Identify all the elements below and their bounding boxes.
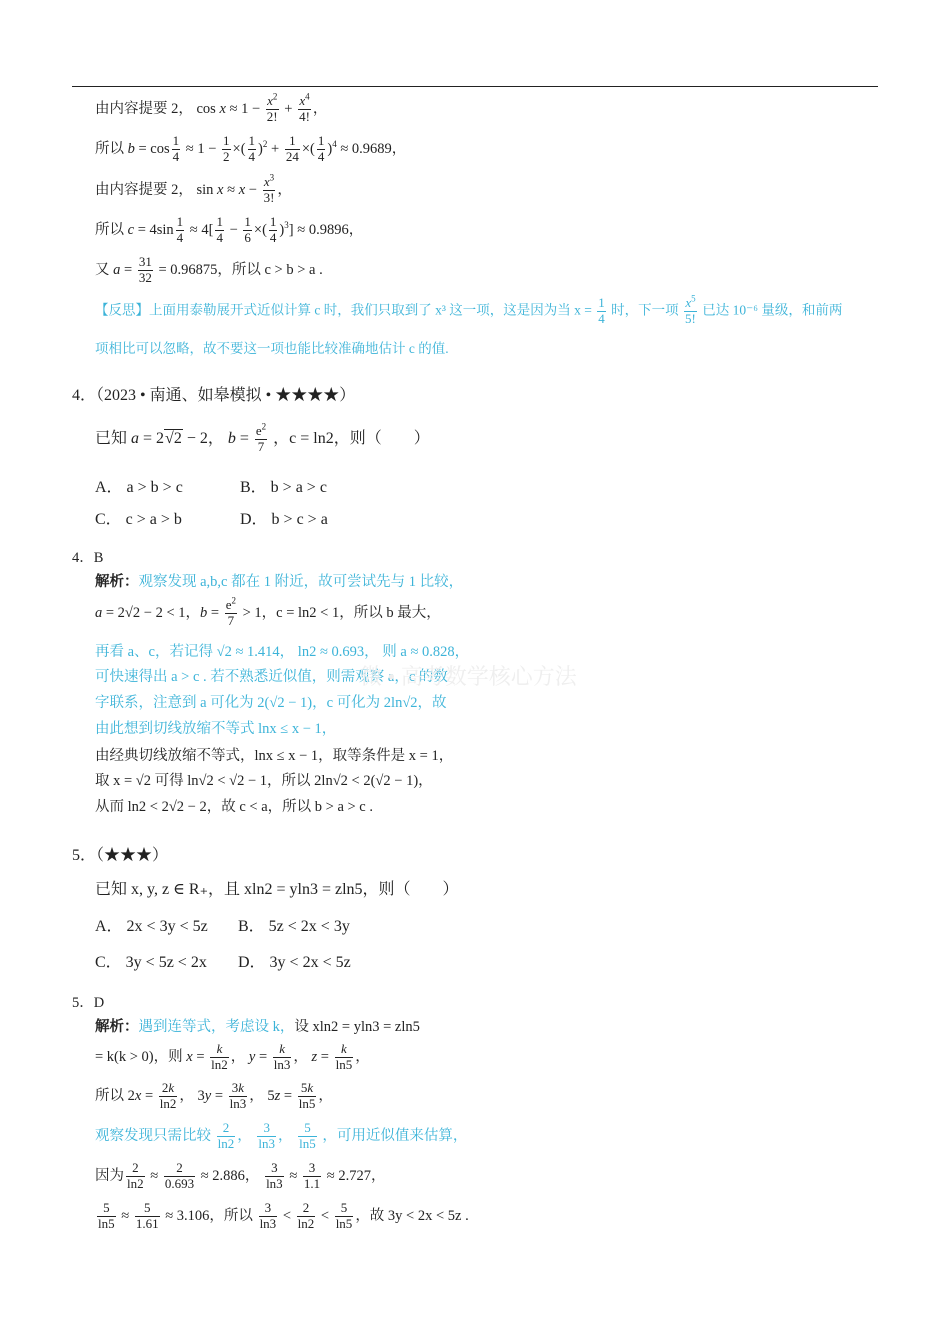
q4-analysis-9: 从而 ln2 < 2√2 − 2，故 c < a，所以 b > a > c . <box>95 799 373 815</box>
q4-stem: 已知 a = 2√2 − 2， b = $\frac{e^2}{7}$ ，c = ln2，则（ ） <box>95 421 430 454</box>
q5-analysis-5: 因为 $\frac{2}{\ln 2}$ ≈ $\frac{2}{0.693}$ ≈ 2.886， $\frac{3}{\ln 3}$ ≈ $\frac{3}{1.1}$ ≈ 2.727， <box>95 1160 386 1191</box>
q5-analysis-1: 解析：遇到连等式，考虑设 k，设 xln2 = yln3 = zln5 <box>95 1019 420 1035</box>
prev-solution-line-5: 又 a = $\frac{31}{32}$ = 0.96875，所以 c > b > a . <box>95 254 323 285</box>
q5-option-c: C． 3y < 5z < 2x <box>95 954 207 971</box>
q5-option-d: D． 3y < 2x < 5z <box>238 954 351 971</box>
q4-option-b: B． b > a > c <box>240 479 327 496</box>
q4-analysis-1: 解析：观察发现 a,b,c 都在 1 附近，故可尝试先与 1 比较， <box>95 574 464 590</box>
q5-analysis-6: $\frac{5}{\ln 5}$ ≈ $\frac{5}{1.61}$ ≈ 3.106，所以 $\frac{3}{\ln 3}$ < $\frac{2}{\ln 2}$ < $\frac{5}{\ln 5}$ ，故 3y < 2x < 5z . <box>98 1200 469 1231</box>
prev-solution-line-1: 由内容提要 2， cos x ≈ 1 − $\frac{x^2}{2!}$ + $\frac{x^4}{4!}$ ， <box>95 91 328 124</box>
q5-analysis-3: 所以 2x = $\frac{2k}{\ln 2}$ ， 3y = $\frac{3k}{\ln 3}$ ， 5z = $\frac{5k}{\ln 5}$ ， <box>95 1080 333 1111</box>
q4-answer: 4．B <box>72 550 104 566</box>
q4-header: 4．（2023 • 南通、如皋模拟 • ★★★★） <box>72 387 356 404</box>
watermark: 微 • 高考数学核心方法 <box>360 664 577 689</box>
q4-analysis-8: 取 x = √2 可得 ln√2 < √2 − 1，所以 2ln√2 < 2(√2 − 1)， <box>95 773 433 789</box>
prev-solution-line-4: 所以 c = 4sin $\frac{1}{4}$ ≈ 4[ $\frac{1}{4}$ − $\frac{1}{6}$ ×( $\frac{1}{4}$ )$^3$] ≈ 0.9896， <box>95 214 364 245</box>
q5-analysis-2: = k(k > 0)，则 x = $\frac{k}{\ln 2}$ ， y = $\frac{k}{\ln 3}$ ， z = $\frac{k}{\ln 5}$ ， <box>95 1041 370 1072</box>
q4-option-a: A． a > b > c <box>95 479 183 496</box>
header-rule <box>72 86 878 87</box>
q5-option-a: A． 2x < 3y < 5z <box>95 918 208 935</box>
q4-analysis-6: 由此想到切线放缩不等式 lnx ≤ x − 1， <box>95 721 337 737</box>
q5-option-b: B． 5z < 2x < 3y <box>238 918 350 935</box>
q4-option-d: D． b > c > a <box>240 511 328 528</box>
q4-analysis-3: 再看 a、c，若记得 √2 ≈ 1.414， ln2 ≈ 0.693， 则 a ≈ 0.828， <box>95 644 470 660</box>
prev-solution-line-3: 由内容提要 2， sin x ≈ x − $\frac{x^3}{3!}$ ， <box>95 172 292 205</box>
q4-analysis-7: 由经典切线放缩不等式，lnx ≤ x − 1，取等条件是 x = 1， <box>95 748 454 764</box>
q4-analysis-5: 字联系，注意到 a 可化为 2(√2 − 1)，c 可化为 2ln√2，故 <box>95 695 447 711</box>
q4-analysis-4: 可快速得出 a > c . 若不熟悉近似值，则需观察 a，c 的数 <box>95 669 448 685</box>
q5-analysis-4: 观察发现只需比较 $\frac{2}{\ln 2}$ ， $\frac{3}{\ln 3}$ ， $\frac{5}{\ln 5}$ ，可用近似值来估算， <box>95 1120 468 1151</box>
q5-header: 5．（★★★） <box>72 847 169 864</box>
q4-analysis-2: a = 2√2 − 2 < 1，b = $\frac{e^2}{7}$ > 1，c = ln2 < 1，所以 b 最大， <box>95 595 441 628</box>
reflection-line-1: 【反思】上面用泰勒展开式近似计算 c 时，我们只取到了 x³ 这一项，这是因为当 x = $\frac{1}{4}$ 时，下一项 $\frac{x^5}{5!}$ 已达 10⁻⁶ 量级，和前两 <box>95 293 843 326</box>
q5-stem: 已知 x, y, z ∈ R₊，且 xln2 = yln3 = zln5，则（ ） <box>95 881 459 898</box>
reflection-line-2: 项相比可以忽略，故不要这一项也能比较准确地估计 c 的值. <box>95 341 449 356</box>
q4-option-c: C． c > a > b <box>95 511 182 528</box>
q5-answer: 5．D <box>72 995 105 1011</box>
prev-solution-line-2: 所以 b = cos $\frac{1}{4}$ ≈ 1 − $\frac{1}{2}$ ×( $\frac{1}{4}$ )$^2$ + $\frac{1}{24}$ ×( $\frac{1}{4}$ )$^4$ ≈ 0.9689， <box>95 133 407 164</box>
